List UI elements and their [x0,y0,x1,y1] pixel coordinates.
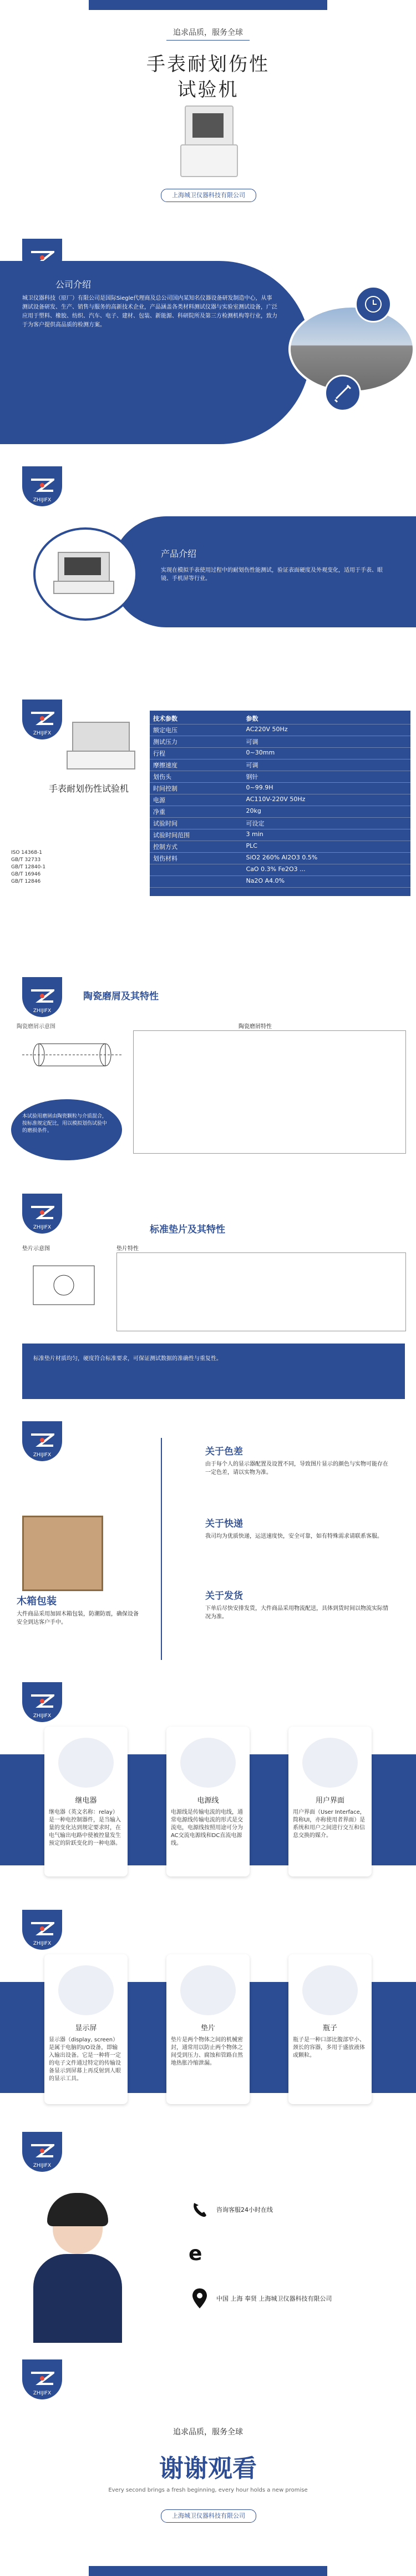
spec-cell: 试验时间 [150,818,243,829]
spec-cell: 3 min [243,829,410,841]
cover-title-line1: 手表耐划伤性 [146,53,270,76]
pad-table-title: 垫片特性 [116,1246,139,1252]
spec-row [150,748,410,759]
cover-panel [0,0,416,233]
sand-diagram [17,1033,128,1077]
spec-cell: CaO 0.3% Fe2O3 ... [243,864,410,876]
spec-cell: Na2O A4.0% [243,876,410,888]
pad-table [116,1252,406,1331]
ui-icon [302,1738,358,1788]
standards-list [11,849,144,886]
display-icon [58,1965,114,2015]
spec-cell: AC110V-220V 50Hz [243,794,410,806]
brand-logo-text: ZHIJIFX [33,1008,52,1014]
sand-note: 本试验用磨屑由陶瓷颗粒与介质混合，按标准规定配比，用以模拟划伤试验中的磨损条件。 [22,1114,108,1134]
end-company-badge: 上海城卫仪器科技有限公司 [161,2509,256,2523]
standard-line: ISO 14368-1 [11,850,42,856]
end-thanks: 谢谢观看 [159,2454,257,2483]
express-text: 我司均为优质快递，运送速度快，安全可靠，如有特殊需求请联系客服。 [205,1533,383,1539]
spec-row [150,759,410,771]
product-image [33,527,138,621]
part-desc: 电源线是传输电流的电线，通常电源线传输电流的形式是交流电，电源线按照用途可分为AC交流电源线和DC直流电源线。 [171,1809,243,1847]
gasket-icon [180,1965,236,2015]
clock-icon [355,286,392,323]
spec-row [150,783,410,794]
part-card-ui [288,1727,372,1876]
product-desc: 实现在模拟手表使用过程中的耐划伤性能测试，验证表面硬度及外观变化，适用于手表、眼镜、手机屏等行业。 [161,567,383,582]
standard-line: GB/T 16946 [11,872,41,877]
spec-product-name: 手表耐划伤性试验机 [48,783,129,794]
product-panel [0,466,416,677]
brand-logo [22,1194,62,1234]
spec-cell: 可设定 [243,818,410,829]
part-label: 继电器 [75,1797,97,1805]
brand-logo [22,2132,62,2172]
spec-header-col1: 技术参数 [150,713,243,724]
end-bottom-bar [89,2566,327,2576]
spec-cell: 净重 [150,806,243,818]
part-desc: 垫片是两个物体之间的机械密封，通常用以防止两个物体之间受到压力、腐蚀和管路自然地热胀冷缩泄漏。 [171,2037,243,2066]
pad-note: 标准垫片材质均匀，硬度符合标准要求，可保证测试数据的准确性与重复性。 [33,1356,222,1362]
part-desc: 用户界面（User Interface，简称UI，亦称使用者界面）是系统和用户之间进行交互和信息交换的媒介。 [293,1809,366,1839]
spec-cell: 钢针 [243,771,410,783]
spec-row [150,771,410,783]
brand-logo [22,1682,62,1722]
power-cord-icon [180,1738,236,1788]
intro-blue-shape [0,261,311,444]
intro-heading: 公司介绍 [55,279,92,290]
phone-icon [189,2198,211,2221]
part-card-display [44,1954,128,2104]
spec-row [150,724,410,736]
contact-line2: 中国 上海 奉贤 上海城卫仪器科技有限公司 [216,2295,332,2302]
spec-cell: 0~99.9H [243,783,410,794]
sand-table [133,1030,406,1154]
standard-line: GB/T 12846 [11,879,41,884]
contact-line1: 咨询客服24小时在线 [216,2206,273,2213]
spec-cell: 测试压力 [150,736,243,748]
spec-cell: PLC [243,841,410,853]
brand-logo-text: ZHIJIFX [33,2391,52,2396]
spec-cell: 电源 [150,794,243,806]
standards-box [11,849,144,938]
parts2-panel [0,1910,416,2126]
brand-logo [22,700,62,739]
shipping-heading: 关于发货 [205,1591,243,1602]
spec-cell: 额定电压 [150,724,243,736]
part-desc: 显示器（display, screen）是属于电脑的I/O设备，即输入输出设备。它是一种将一定的电子文件通过特定的传输设备显示到屏幕上再反射到人眼的显示工具。 [49,2037,121,2082]
sand-left-label: 陶瓷磨屑示意图 [17,1024,55,1030]
end-tagline: Every second brings a fresh beginning, every hour holds a new promise [108,2487,308,2493]
spec-row [150,829,410,841]
sand-panel [0,977,416,1183]
cover-product-image [180,105,236,178]
product-heading: 产品介绍 [161,549,197,559]
spec-row [150,806,410,818]
sand-title: 陶瓷磨屑及其特性 [83,991,159,1002]
spec-cell: 摩擦速度 [150,759,243,771]
location-icon [191,2287,208,2310]
spec-header-col2: 参数 [243,713,410,724]
cover-divider [166,40,250,41]
spec-cell: 时间控制 [150,783,243,794]
spec-row [150,876,410,888]
service-agent-image [28,2198,128,2343]
brand-logo-text: ZHIJIFX [33,2163,52,2169]
sand-table-title: 陶瓷磨屑特性 [239,1024,272,1030]
intro-paragraph: 城卫仪器科技（原厂）有限公司是国际Siegle代理商及总公司国内某知名仪器设备研发制造中心，从事测试设备研发、生产、销售与服务的高新技术企业，产品涵盖各类材料测试仪器与实验室测试设备，广泛应用于塑料、橡胶、纺织、汽车、电子、建材、包装、新能源、科研院所及第三方检测机构等行业，致力于为客户提供高品质的检测方案。 [22,295,277,328]
relay-icon [58,1738,114,1788]
spec-cell [150,864,243,876]
brand-logo [22,977,62,1017]
part-label: 电源线 [197,1797,219,1805]
spec-cell: 20kg [243,806,410,818]
end-slogan: 追求品质，服务全球 [173,2428,243,2437]
about-panel [0,1421,416,1671]
tool-icon [324,375,361,411]
pad-left-label: 垫片示意图 [22,1246,50,1252]
about-vertical-line [161,1438,162,1660]
pad-panel [0,1194,416,1416]
spec-cell: SiO2 260% Al2O3 0.5% [243,853,410,864]
color-text: 由于每个人的显示器配置及设置不同，导致图片显示的颜色与实物可能存在一定色差，请以实物为准。 [205,1461,388,1476]
part-card-gasket [166,1954,250,2104]
spec-row [150,864,410,876]
ie-icon: e [189,2242,202,2265]
spec-header-row [150,713,410,724]
part-label: 显示屏 [75,2024,97,2032]
spec-cell: 划伤头 [150,771,243,783]
spec-row [150,736,410,748]
cover-company-badge: 上海城卫仪器科技有限公司 [161,189,256,202]
brand-logo-text: ZHIJIFX [33,1713,52,1719]
brand-logo [22,1421,62,1461]
spec-cell: 可调 [243,759,410,771]
brand-logo-text: ZHIJIFX [33,731,52,736]
brand-logo-text: ZHIJIFX [33,1941,52,1946]
spec-cell: 划伤材料 [150,853,243,864]
spec-row [150,818,410,829]
intro-panel [0,239,416,455]
end-panel [0,2359,416,2576]
spec-cell: 0~30mm [243,748,410,759]
pad-title: 标准垫片及其特性 [150,1224,225,1235]
brand-logo [22,1910,62,1950]
spec-row [150,853,410,864]
color-heading: 关于色差 [205,1446,243,1457]
brand-logo [22,466,62,506]
part-card-bottle [288,1954,372,2104]
part-label: 垫片 [200,2024,215,2032]
wood-text: 大件商品采用加固木箱包装，防潮防震，确保设备安全到达客户手中。 [17,1611,139,1626]
cover-slogan: 追求品质，服务全球 [173,28,243,37]
spec-cell: 试验时间范围 [150,829,243,841]
spec-panel [0,688,416,966]
part-card-relay [44,1727,128,1876]
parts1-panel [0,1682,416,1904]
cover-top-bar [89,0,327,10]
cover-title-line2: 试验机 [177,79,239,101]
standard-line: GB/T 12840-1 [11,864,46,870]
spec-cell: 控制方式 [150,841,243,853]
bottle-icon [302,1965,358,2015]
pad-note-band [22,1344,405,1399]
spec-cell: 行程 [150,748,243,759]
spec-table-body [150,713,410,888]
contact-panel [0,2132,416,2354]
spec-cell: 可调 [243,736,410,748]
spec-table [150,711,410,896]
standard-line: GB/T 32733 [11,857,41,863]
spec-row [150,841,410,853]
express-heading: 关于快递 [205,1518,243,1530]
wood-heading: 木箱包装 [17,1596,57,1607]
brand-logo-text: ZHIJIFX [33,497,52,503]
wood-crate-image [22,1516,103,1591]
part-desc: 瓶子是一种口部比腹部窄小、颈长的容器，多用于盛放液体或颗粒。 [293,2037,365,2059]
part-desc: 继电器（英文名称：relay）是一种电控制器件，是当输入量的变化达到规定要求时，在电气输出电路中使被控量发生预定的阶跃变化的一种电器。 [49,1809,121,1847]
brand-logo-text: ZHIJIFX [33,1225,52,1230]
brand-logo [22,2359,62,2399]
spec-cell: AC220V 50Hz [243,724,410,736]
spec-product-image [67,722,133,772]
pad-diagram [22,1255,105,1316]
shipping-text: 下单后尽快安排发货，大件商品采用物流配送，具体到货时间以物流实际情况为准。 [205,1606,388,1620]
spec-cell [150,876,243,888]
part-label: 用户界面 [315,1797,344,1805]
brand-logo-text: ZHIJIFX [33,1452,52,1458]
part-card-power-cord [166,1727,250,1876]
part-label: 瓶子 [322,2024,337,2032]
spec-row [150,794,410,806]
